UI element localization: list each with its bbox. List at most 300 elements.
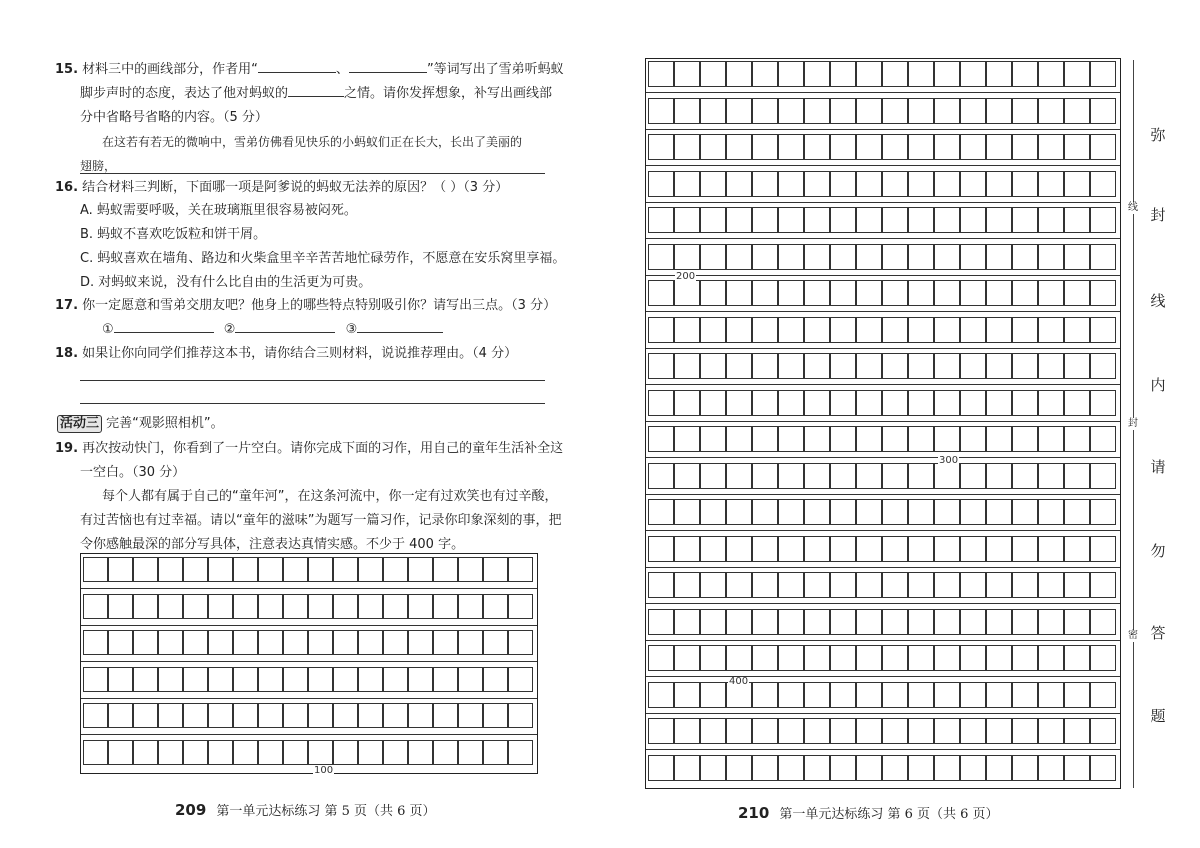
- grid-cell[interactable]: [778, 645, 804, 671]
- grid-cell[interactable]: [752, 353, 778, 379]
- grid-cell[interactable]: [458, 630, 483, 655]
- grid-cell[interactable]: [308, 703, 333, 728]
- grid-cell[interactable]: [458, 740, 483, 765]
- grid-cell[interactable]: [508, 740, 533, 765]
- grid-cell[interactable]: [960, 755, 986, 781]
- grid-cell[interactable]: [856, 426, 882, 452]
- grid-cell[interactable]: [986, 426, 1012, 452]
- answer-line[interactable]: [80, 173, 545, 174]
- grid-cell[interactable]: [778, 353, 804, 379]
- grid-cell[interactable]: [648, 207, 674, 233]
- grid-cell[interactable]: [778, 426, 804, 452]
- grid-cell[interactable]: [856, 353, 882, 379]
- grid-cell[interactable]: [483, 594, 508, 619]
- grid-cell[interactable]: [960, 499, 986, 525]
- grid-cell[interactable]: [133, 703, 158, 728]
- grid-cell[interactable]: [804, 718, 830, 744]
- grid-cell[interactable]: [934, 353, 960, 379]
- grid-cell[interactable]: [433, 594, 458, 619]
- grid-cell[interactable]: [934, 134, 960, 160]
- grid-cell[interactable]: [856, 244, 882, 270]
- grid-cell[interactable]: [183, 557, 208, 582]
- grid-cell[interactable]: [934, 536, 960, 562]
- grid-cell[interactable]: [908, 426, 934, 452]
- grid-cell[interactable]: [1012, 645, 1038, 671]
- grid-cell[interactable]: [648, 572, 674, 598]
- grid-cell[interactable]: [856, 317, 882, 343]
- grid-cell[interactable]: [960, 718, 986, 744]
- grid-cell[interactable]: [674, 755, 700, 781]
- grid-cell[interactable]: [508, 667, 533, 692]
- grid-cell[interactable]: [648, 536, 674, 562]
- grid-cell[interactable]: [934, 207, 960, 233]
- grid-cell[interactable]: [960, 536, 986, 562]
- grid-cell[interactable]: [882, 463, 908, 489]
- grid-cell[interactable]: [83, 557, 108, 582]
- grid-cell[interactable]: [1064, 390, 1090, 416]
- grid-cell[interactable]: [908, 171, 934, 197]
- grid-cell[interactable]: [648, 463, 674, 489]
- grid-cell[interactable]: [158, 703, 183, 728]
- grid-cell[interactable]: [83, 630, 108, 655]
- grid-cell[interactable]: [934, 61, 960, 87]
- grid-cell[interactable]: [804, 353, 830, 379]
- grid-cell[interactable]: [674, 645, 700, 671]
- grid-cell[interactable]: [1038, 572, 1064, 598]
- grid-cell[interactable]: [700, 755, 726, 781]
- grid-cell[interactable]: [508, 703, 533, 728]
- writing-grid-right[interactable]: [645, 58, 1121, 789]
- writing-grid-left[interactable]: [80, 553, 538, 774]
- grid-cell[interactable]: [333, 557, 358, 582]
- grid-cell[interactable]: [1064, 645, 1090, 671]
- grid-cell[interactable]: [986, 390, 1012, 416]
- grid-cell[interactable]: [856, 390, 882, 416]
- grid-cell[interactable]: [908, 499, 934, 525]
- grid-cell[interactable]: [283, 667, 308, 692]
- grid-cell[interactable]: [1038, 134, 1064, 160]
- grid-cell[interactable]: [856, 499, 882, 525]
- grid-cell[interactable]: [882, 682, 908, 708]
- grid-cell[interactable]: [752, 426, 778, 452]
- grid-cell[interactable]: [752, 718, 778, 744]
- grid-cell[interactable]: [960, 645, 986, 671]
- grid-cell[interactable]: [1064, 718, 1090, 744]
- grid-cell[interactable]: [830, 645, 856, 671]
- grid-cell[interactable]: [648, 682, 674, 708]
- grid-cell[interactable]: [960, 171, 986, 197]
- grid-cell[interactable]: [1090, 61, 1116, 87]
- grid-cell[interactable]: [882, 609, 908, 635]
- grid-cell[interactable]: [960, 134, 986, 160]
- grid-cell[interactable]: [986, 207, 1012, 233]
- grid-cell[interactable]: [934, 609, 960, 635]
- grid-cell[interactable]: [1064, 499, 1090, 525]
- grid-cell[interactable]: [804, 463, 830, 489]
- grid-cell[interactable]: [1064, 682, 1090, 708]
- grid-cell[interactable]: [358, 703, 383, 728]
- grid-cell[interactable]: [233, 557, 258, 582]
- grid-cell[interactable]: [960, 609, 986, 635]
- grid-cell[interactable]: [726, 280, 752, 306]
- grid-cell[interactable]: [1038, 682, 1064, 708]
- grid-cell[interactable]: [1038, 755, 1064, 781]
- grid-cell[interactable]: [960, 317, 986, 343]
- grid-cell[interactable]: [856, 171, 882, 197]
- grid-cell[interactable]: [433, 630, 458, 655]
- grid-cell[interactable]: [108, 594, 133, 619]
- grid-cell[interactable]: [700, 536, 726, 562]
- grid-cell[interactable]: [508, 630, 533, 655]
- grid-cell[interactable]: [1038, 317, 1064, 343]
- grid-cell[interactable]: [1038, 244, 1064, 270]
- grid-cell[interactable]: [986, 353, 1012, 379]
- grid-cell[interactable]: [333, 740, 358, 765]
- grid-cell[interactable]: [1038, 353, 1064, 379]
- grid-cell[interactable]: [726, 244, 752, 270]
- grid-cell[interactable]: [804, 98, 830, 124]
- grid-cell[interactable]: [856, 207, 882, 233]
- grid-cell[interactable]: [1064, 609, 1090, 635]
- grid-cell[interactable]: [726, 718, 752, 744]
- grid-cell[interactable]: [1012, 755, 1038, 781]
- grid-cell[interactable]: [778, 463, 804, 489]
- answer-blank[interactable]: [258, 58, 336, 73]
- grid-cell[interactable]: [700, 572, 726, 598]
- grid-cell[interactable]: [1090, 463, 1116, 489]
- grid-cell[interactable]: [934, 718, 960, 744]
- grid-cell[interactable]: [908, 317, 934, 343]
- grid-cell[interactable]: [934, 463, 960, 489]
- grid-cell[interactable]: [830, 317, 856, 343]
- option-d[interactable]: D. 对蚂蚁来说，没有什么比自由的生活更为可贵。: [80, 275, 372, 290]
- grid-cell[interactable]: [830, 61, 856, 87]
- grid-cell[interactable]: [433, 557, 458, 582]
- grid-cell[interactable]: [960, 244, 986, 270]
- grid-cell[interactable]: [648, 499, 674, 525]
- grid-cell[interactable]: [804, 426, 830, 452]
- grid-cell[interactable]: [700, 244, 726, 270]
- grid-cell[interactable]: [1064, 536, 1090, 562]
- grid-cell[interactable]: [986, 61, 1012, 87]
- grid-cell[interactable]: [882, 536, 908, 562]
- grid-cell[interactable]: [804, 390, 830, 416]
- grid-cell[interactable]: [726, 207, 752, 233]
- grid-cell[interactable]: [908, 134, 934, 160]
- grid-cell[interactable]: [1012, 536, 1038, 562]
- grid-cell[interactable]: [648, 353, 674, 379]
- grid-cell[interactable]: [648, 98, 674, 124]
- grid-cell[interactable]: [830, 682, 856, 708]
- grid-cell[interactable]: [908, 755, 934, 781]
- grid-cell[interactable]: [856, 682, 882, 708]
- grid-cell[interactable]: [856, 280, 882, 306]
- grid-cell[interactable]: [882, 134, 908, 160]
- option-c[interactable]: C. 蚂蚁喜欢在墙角、路边和火柴盒里辛辛苦苦地忙碌劳作，不愿意在安乐窝里享福。: [80, 251, 566, 266]
- grid-cell[interactable]: [283, 740, 308, 765]
- grid-cell[interactable]: [882, 353, 908, 379]
- grid-cell[interactable]: [108, 557, 133, 582]
- grid-cell[interactable]: [648, 280, 674, 306]
- grid-cell[interactable]: [648, 645, 674, 671]
- grid-cell[interactable]: [158, 667, 183, 692]
- grid-cell[interactable]: [882, 61, 908, 87]
- grid-cell[interactable]: [1038, 207, 1064, 233]
- grid-cell[interactable]: [1064, 426, 1090, 452]
- grid-cell[interactable]: [648, 134, 674, 160]
- grid-cell[interactable]: [648, 171, 674, 197]
- grid-cell[interactable]: [83, 740, 108, 765]
- grid-cell[interactable]: [830, 171, 856, 197]
- answer-blank[interactable]: [235, 318, 335, 333]
- grid-cell[interactable]: [882, 98, 908, 124]
- grid-cell[interactable]: [700, 171, 726, 197]
- grid-cell[interactable]: [804, 609, 830, 635]
- grid-cell[interactable]: [856, 98, 882, 124]
- grid-cell[interactable]: [1064, 134, 1090, 160]
- grid-cell[interactable]: [804, 755, 830, 781]
- grid-cell[interactable]: [1012, 463, 1038, 489]
- grid-cell[interactable]: [674, 463, 700, 489]
- grid-cell[interactable]: [1064, 61, 1090, 87]
- grid-cell[interactable]: [1012, 244, 1038, 270]
- grid-cell[interactable]: [1038, 645, 1064, 671]
- grid-cell[interactable]: [830, 572, 856, 598]
- grid-cell[interactable]: [1090, 718, 1116, 744]
- grid-cell[interactable]: [778, 244, 804, 270]
- grid-cell[interactable]: [1090, 426, 1116, 452]
- grid-cell[interactable]: [726, 426, 752, 452]
- grid-cell[interactable]: [1090, 390, 1116, 416]
- grid-cell[interactable]: [1090, 499, 1116, 525]
- grid-cell[interactable]: [726, 171, 752, 197]
- grid-cell[interactable]: [483, 557, 508, 582]
- answer-blank[interactable]: [357, 318, 443, 333]
- grid-cell[interactable]: [208, 557, 233, 582]
- grid-cell[interactable]: [258, 703, 283, 728]
- grid-cell[interactable]: [908, 353, 934, 379]
- grid-cell[interactable]: [648, 718, 674, 744]
- grid-cell[interactable]: [1064, 317, 1090, 343]
- grid-cell[interactable]: [778, 134, 804, 160]
- grid-cell[interactable]: [674, 171, 700, 197]
- grid-cell[interactable]: [700, 463, 726, 489]
- grid-cell[interactable]: [986, 98, 1012, 124]
- grid-cell[interactable]: [700, 61, 726, 87]
- grid-cell[interactable]: [1038, 98, 1064, 124]
- grid-cell[interactable]: [83, 667, 108, 692]
- grid-cell[interactable]: [804, 207, 830, 233]
- grid-cell[interactable]: [308, 594, 333, 619]
- grid-cell[interactable]: [233, 740, 258, 765]
- grid-cell[interactable]: [960, 463, 986, 489]
- grid-cell[interactable]: [726, 499, 752, 525]
- grid-cell[interactable]: [1038, 390, 1064, 416]
- grid-cell[interactable]: [752, 171, 778, 197]
- grid-cell[interactable]: [674, 98, 700, 124]
- grid-cell[interactable]: [1090, 171, 1116, 197]
- grid-cell[interactable]: [960, 390, 986, 416]
- grid-cell[interactable]: [648, 61, 674, 87]
- grid-cell[interactable]: [752, 244, 778, 270]
- grid-cell[interactable]: [1012, 682, 1038, 708]
- grid-cell[interactable]: [934, 755, 960, 781]
- grid-cell[interactable]: [726, 317, 752, 343]
- grid-cell[interactable]: [726, 134, 752, 160]
- grid-cell[interactable]: [83, 703, 108, 728]
- option-a[interactable]: A. 蚂蚁需要呼吸，关在玻璃瓶里很容易被闷死。: [80, 203, 357, 218]
- grid-cell[interactable]: [133, 594, 158, 619]
- grid-cell[interactable]: [1064, 463, 1090, 489]
- grid-cell[interactable]: [778, 682, 804, 708]
- grid-cell[interactable]: [158, 740, 183, 765]
- grid-cell[interactable]: [882, 755, 908, 781]
- grid-cell[interactable]: [986, 718, 1012, 744]
- grid-cell[interactable]: [726, 463, 752, 489]
- grid-cell[interactable]: [700, 353, 726, 379]
- grid-cell[interactable]: [358, 667, 383, 692]
- grid-cell[interactable]: [804, 171, 830, 197]
- grid-cell[interactable]: [1090, 134, 1116, 160]
- grid-cell[interactable]: [726, 353, 752, 379]
- grid-cell[interactable]: [133, 667, 158, 692]
- grid-cell[interactable]: [674, 353, 700, 379]
- grid-cell[interactable]: [183, 594, 208, 619]
- grid-cell[interactable]: [934, 98, 960, 124]
- grid-cell[interactable]: [986, 499, 1012, 525]
- grid-cell[interactable]: [408, 594, 433, 619]
- grid-cell[interactable]: [1012, 426, 1038, 452]
- grid-cell[interactable]: [752, 207, 778, 233]
- grid-cell[interactable]: [778, 755, 804, 781]
- grid-cell[interactable]: [333, 630, 358, 655]
- grid-cell[interactable]: [233, 667, 258, 692]
- grid-cell[interactable]: [856, 536, 882, 562]
- grid-cell[interactable]: [408, 667, 433, 692]
- answer-blank[interactable]: [288, 82, 344, 97]
- grid-cell[interactable]: [700, 718, 726, 744]
- grid-cell[interactable]: [960, 572, 986, 598]
- grid-cell[interactable]: [1090, 572, 1116, 598]
- grid-cell[interactable]: [960, 98, 986, 124]
- grid-cell[interactable]: [1038, 609, 1064, 635]
- grid-cell[interactable]: [726, 755, 752, 781]
- answer-line[interactable]: [80, 380, 545, 381]
- grid-cell[interactable]: [960, 353, 986, 379]
- grid-cell[interactable]: [408, 740, 433, 765]
- grid-cell[interactable]: [1090, 609, 1116, 635]
- grid-cell[interactable]: [1038, 61, 1064, 87]
- grid-cell[interactable]: [1012, 280, 1038, 306]
- grid-cell[interactable]: [908, 645, 934, 671]
- grid-cell[interactable]: [308, 630, 333, 655]
- grid-cell[interactable]: [908, 244, 934, 270]
- grid-cell[interactable]: [283, 557, 308, 582]
- grid-cell[interactable]: [674, 207, 700, 233]
- grid-cell[interactable]: [934, 682, 960, 708]
- grid-cell[interactable]: [358, 557, 383, 582]
- grid-cell[interactable]: [908, 536, 934, 562]
- grid-cell[interactable]: [1012, 134, 1038, 160]
- grid-cell[interactable]: [258, 740, 283, 765]
- grid-cell[interactable]: [208, 667, 233, 692]
- grid-cell[interactable]: [308, 740, 333, 765]
- grid-cell[interactable]: [908, 98, 934, 124]
- grid-cell[interactable]: [1064, 171, 1090, 197]
- grid-cell[interactable]: [133, 557, 158, 582]
- grid-cell[interactable]: [674, 536, 700, 562]
- grid-cell[interactable]: [1038, 463, 1064, 489]
- grid-cell[interactable]: [433, 703, 458, 728]
- grid-cell[interactable]: [882, 280, 908, 306]
- grid-cell[interactable]: [986, 536, 1012, 562]
- grid-cell[interactable]: [934, 390, 960, 416]
- grid-cell[interactable]: [726, 98, 752, 124]
- grid-cell[interactable]: [233, 703, 258, 728]
- grid-cell[interactable]: [830, 134, 856, 160]
- grid-cell[interactable]: [856, 755, 882, 781]
- grid-cell[interactable]: [700, 207, 726, 233]
- grid-cell[interactable]: [882, 244, 908, 270]
- grid-cell[interactable]: [700, 390, 726, 416]
- grid-cell[interactable]: [1090, 244, 1116, 270]
- grid-cell[interactable]: [986, 317, 1012, 343]
- grid-cell[interactable]: [508, 557, 533, 582]
- grid-cell[interactable]: [960, 280, 986, 306]
- grid-cell[interactable]: [674, 244, 700, 270]
- grid-cell[interactable]: [408, 557, 433, 582]
- grid-cell[interactable]: [986, 280, 1012, 306]
- grid-cell[interactable]: [133, 630, 158, 655]
- grid-cell[interactable]: [908, 718, 934, 744]
- grid-cell[interactable]: [648, 426, 674, 452]
- grid-cell[interactable]: [283, 703, 308, 728]
- grid-cell[interactable]: [1038, 171, 1064, 197]
- grid-cell[interactable]: [208, 703, 233, 728]
- grid-cell[interactable]: [830, 353, 856, 379]
- grid-cell[interactable]: [726, 645, 752, 671]
- grid-cell[interactable]: [830, 280, 856, 306]
- grid-cell[interactable]: [752, 609, 778, 635]
- grid-cell[interactable]: [804, 536, 830, 562]
- grid-cell[interactable]: [483, 740, 508, 765]
- grid-cell[interactable]: [183, 740, 208, 765]
- grid-cell[interactable]: [648, 755, 674, 781]
- grid-cell[interactable]: [934, 244, 960, 270]
- grid-cell[interactable]: [1012, 61, 1038, 87]
- grid-cell[interactable]: [408, 703, 433, 728]
- grid-cell[interactable]: [908, 280, 934, 306]
- grid-cell[interactable]: [1012, 572, 1038, 598]
- grid-cell[interactable]: [1090, 280, 1116, 306]
- grid-cell[interactable]: [458, 594, 483, 619]
- grid-cell[interactable]: [1038, 280, 1064, 306]
- grid-cell[interactable]: [433, 667, 458, 692]
- grid-cell[interactable]: [383, 667, 408, 692]
- grid-cell[interactable]: [934, 426, 960, 452]
- grid-cell[interactable]: [752, 682, 778, 708]
- grid-cell[interactable]: [333, 594, 358, 619]
- grid-cell[interactable]: [458, 557, 483, 582]
- grid-cell[interactable]: [158, 630, 183, 655]
- grid-cell[interactable]: [908, 207, 934, 233]
- grid-cell[interactable]: [752, 61, 778, 87]
- answer-blank[interactable]: [349, 58, 427, 73]
- grid-cell[interactable]: [700, 682, 726, 708]
- grid-cell[interactable]: [1064, 572, 1090, 598]
- grid-cell[interactable]: [908, 572, 934, 598]
- grid-cell[interactable]: [752, 317, 778, 343]
